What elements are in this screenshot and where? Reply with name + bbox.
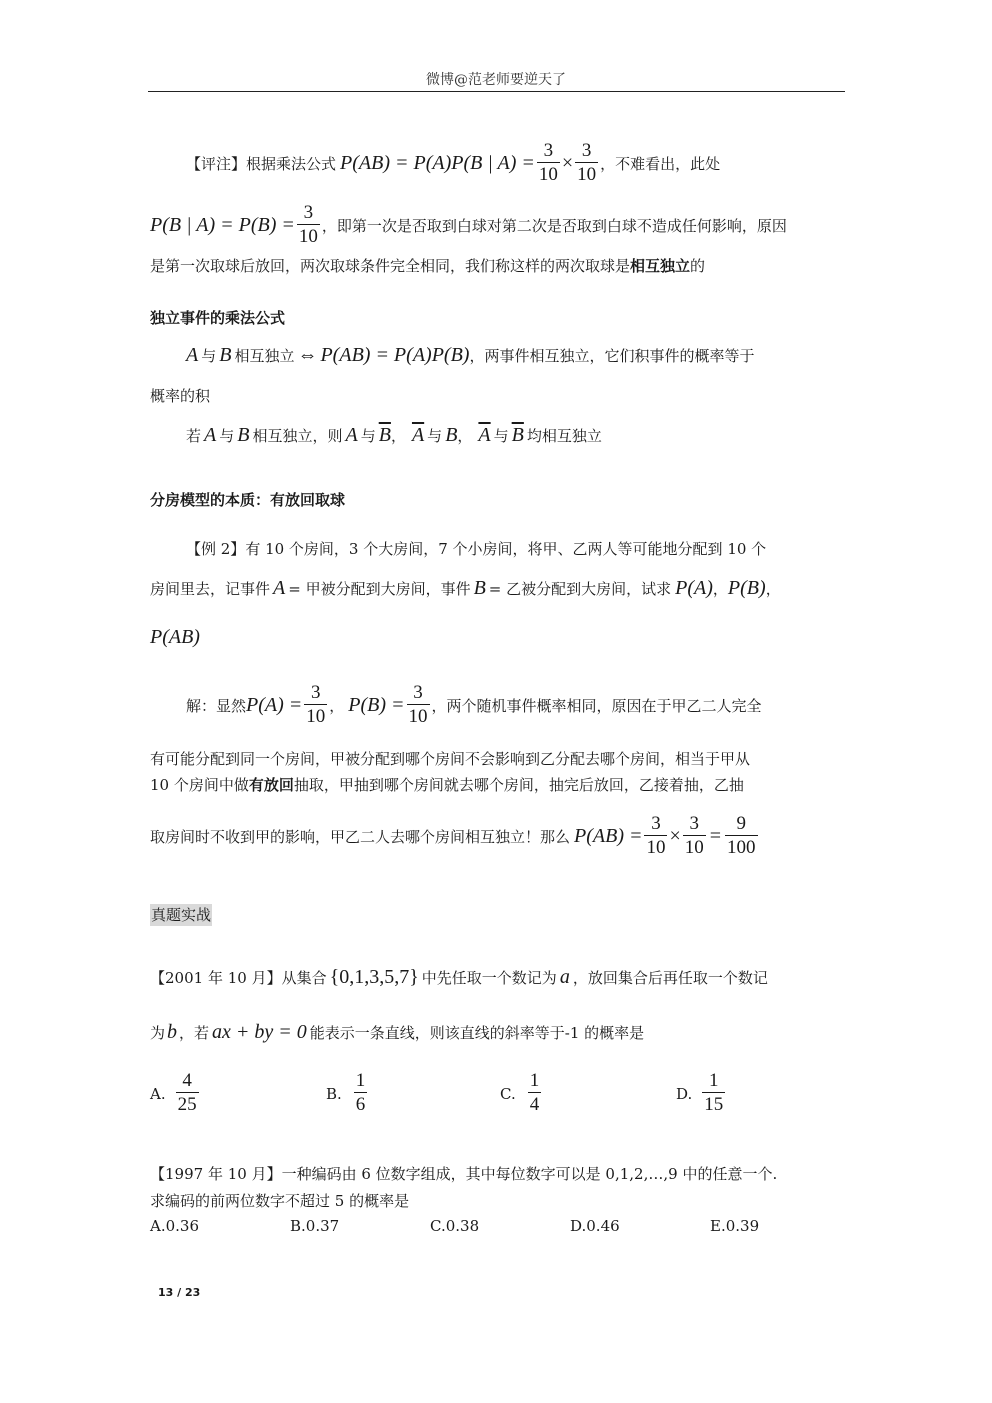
prob-ab: P(AB) [150,626,200,648]
q2001-option-b: B. $\frac{1}{6}$ [326,1070,366,1115]
emphasis-with-replacement: 有放回 [248,776,294,794]
comment-after: ，不难看出，此处 [600,154,721,173]
q2001-tag: 【2001 年 10 月】 [150,968,282,987]
iff-symbol: ⇔ [297,343,318,366]
q1997-line-1: 【1997 年 10 月】一种编码由 6 位数字组成，其中每位数字可以是 0,1,2,…,9 中的任意一个. [150,1165,778,1183]
fraction-3-10-g: $\frac{3}{10}$ [684,812,704,858]
q1997-line-2: 求编码的前两位数字不超过 5 的概率是 [150,1192,410,1210]
fraction-3-10-b: $\frac{3}{10}$ [577,139,597,185]
example2-tag: 【例 2】 [186,540,246,558]
independent-line-3: 若 A 与 B 相互独立，则 A 与 $\overline{B}$ ， $\overline{A}$ 与 B ， $\overline{A}$ 与 $\overline{B}$ 均相互独立 [186,423,602,446]
q1997-option-c: C.0.38 [430,1217,480,1235]
fraction-3-10-a: $\frac{3}{10}$ [538,139,558,185]
prob-a: P(A) [675,576,713,599]
independent-line-1: A 与 B 相互独立 ⇔ P(AB) = P(A)P(B) ，两事件相互独立，它们积事件的概率等于 [186,343,755,366]
independent-line-2: 概率的积 [150,387,211,405]
q2001-option-c: C. $\frac{1}{4}$ [500,1070,540,1115]
q2001-option-a: A. $\frac{4}{25}$ [150,1070,197,1115]
comment-line-2 [150,200,787,250]
q1997-option-e: E.0.39 [710,1217,760,1235]
q1997-option-b: B.0.37 [290,1217,340,1235]
prob-b: P(B) [727,576,766,599]
complement-a-2: $\overline{A}$ [478,423,491,446]
comment-line-2-text: ，即第一次是否取到白球对第二次是否取到白球不造成任何影响，原因 [321,216,787,235]
page-header: 微博@范老师要逆天了 [426,72,566,88]
example2-line-2: 房间里去，记事件 A = 甲被分配到大房间，事件 B = 乙被分配到大房间，试求 P(A) ， P(B) ， [150,576,781,599]
fraction-9-100: $\frac{9}{100}$ [727,812,756,858]
comment-formula: P(AB) = P(A)P(B | A) = [340,151,535,174]
number-set: {0,1,3,5,7} [329,965,419,988]
page-number: 13 / 23 [158,1286,201,1299]
complement-a: $\overline{A}$ [411,423,425,446]
comment-tag: 【评注】 [186,154,247,173]
solution-line-2: 有可能分配到同一个房间，甲被分配到哪个房间不会影响到乙分配去哪个房间，相当于甲从 [150,750,751,768]
practice-label: 真题实战 [151,906,212,924]
fraction-3-10-d: $\frac{3}{10}$ [306,681,326,727]
independence-formula: P(AB) = P(A)P(B) [320,343,470,366]
q2001-line-1: 【2001 年 10 月】 从集合 {0,1,3,5,7} 中先任取一个数记为 a ，放回集合后再任取一个数记 [150,965,768,988]
heading-room-model: 分房模型的本质：有放回取球 [150,491,346,509]
q1997-option-a: A.0.36 [150,1217,199,1235]
header-divider [148,91,845,92]
fraction-3-10-c: $\frac{3}{10}$ [298,201,318,247]
example2-line-1: 【例 2】有 10 个房间，3 个大房间，7 个小房间，将甲、乙两人等可能地分配到 10 个 [186,540,767,558]
q2001-line-2: 为 b ，若 ax + by = 0 能表示一条直线，则该直线的斜率等于-1 的概率是 [150,1020,645,1043]
emphasis-independent: 相互独立 [630,257,691,275]
solution-line-4: 取房间时不收到甲的影响，甲乙二人去哪个房间相互独立！那么 P(AB) = $\frac{3}{10}$ × $\frac{3}{10}$ = $\frac{9}{100}$ [150,812,756,858]
complement-b-2: $\overline{B}$ [511,423,524,446]
q2001-option-d: D. $\frac{1}{15}$ [676,1070,724,1115]
conditional-prob-formula: P(B | A) = P(B) = [150,213,295,236]
q1997-option-d: D.0.46 [570,1217,620,1235]
comment-line-3: 是第一次取球后放回，两次取球条件完全相同，我们称这样的两次取球是相互独立的 [150,257,706,275]
fraction-3-10-e: $\frac{3}{10}$ [408,681,428,727]
fraction-3-10-f: $\frac{3}{10}$ [646,812,666,858]
q1997-tag: 【1997 年 10 月】 [150,1165,282,1183]
solution-line-3: 10 个房间中做有放回抽取，甲抽到哪个房间就去哪个房间，抽完后放回，乙接着抽，乙抽 [150,776,744,794]
solution-line-1: 解：显然 P(A) = $\frac{3}{10}$ ， P(B) = $\frac{3}{10}$ ，两个随机事件概率相同，原因在于甲乙二人完全 [186,681,762,727]
heading-independent-events: 独立事件的乘法公式 [150,309,286,327]
line-equation: ax + by = 0 [212,1020,307,1043]
times-sign: × [561,151,574,174]
complement-b: $\overline{B}$ [378,423,391,446]
comment-lead: 根据乘法公式 [246,154,337,173]
comment-line-1 [186,138,720,188]
